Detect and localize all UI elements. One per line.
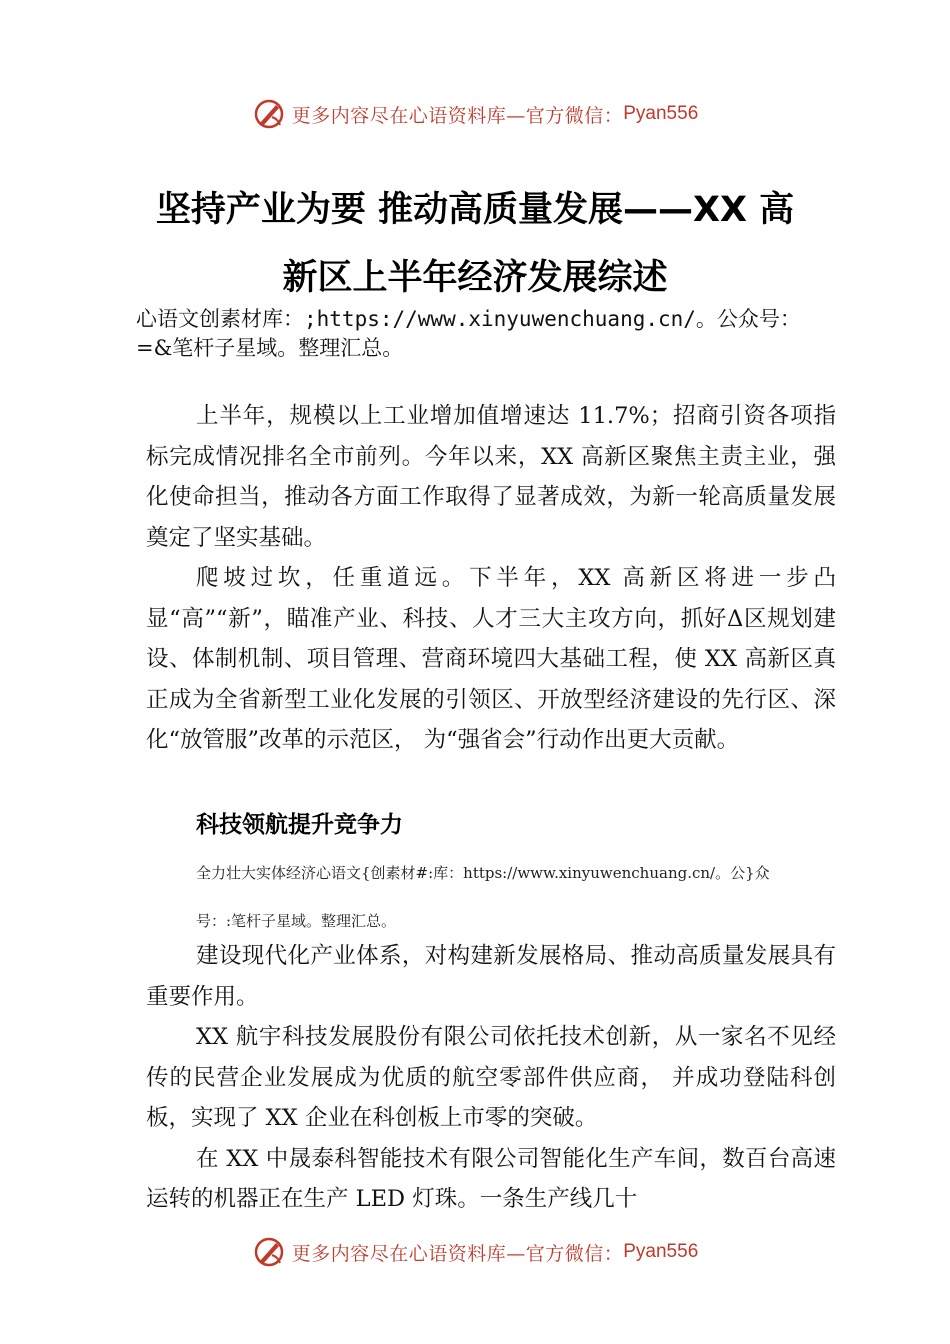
small-note-line-1: 全力壮大实体经济心语文{创素材#:库：https://www.xinyuwenchuang.cn/。公}众: [196, 864, 770, 882]
watermark-banner-top: [0, 94, 950, 134]
paragraph: 爬坡过坎，任重道远。下半年，XX 高新区将进一步凸显“高”“新”，瞄准产业、科技、人才三大主攻方向，抓好Δ区规划建设、体制机制、项目管理、营商环境四大基础工程，使 XX 高新区真正成为全省新型工业化发展的引领区、开放型经济建设的先行区、深化“放管服”改革的示范区， 为“强省会”行动作出更大贡献。: [146, 565, 836, 753]
watermark-banner-bottom: [0, 1232, 950, 1272]
title-line-2: 新区上半年经济发展综述: [282, 258, 668, 298]
section-heading: 科技领航提升竞争力: [196, 812, 403, 838]
paragraph: 建设现代化产业体系，对构建新发展格局、推动高质量发展具有重要作用。: [146, 943, 836, 1010]
paragraph: XX 航宇科技发展股份有限公司依托技术创新，从一家名不见经传的民营企业发展成为优质的航空零部件供应商， 并成功登陆科创板，实现了 XX 企业在科创板上市零的突破。: [146, 1024, 836, 1131]
paragraph-block-section: [146, 936, 836, 1220]
paragraph: 在 XX 中晟泰科智能技术有限公司智能化生产车间，数百台高速运转的机器正在生产 LED 灯珠。一条生产线几十: [146, 1145, 836, 1212]
paragraph: 上半年，规模以上工业增加值增速达 11.7%；招商引资各项指标完成情况排名全市前列。今年以来，XX 高新区聚焦主责主业，强化使命担当，推动各方面工作取得了显著成效，为新一轮高质量发展奠定了坚实基础。: [146, 403, 836, 551]
banner-text: 更多内容尽在心语资料库—官方微信：: [291, 104, 624, 127]
source-line-2: =&笔杆子星域。整理汇总。: [136, 336, 404, 360]
banner-text: 更多内容尽在心语资料库—官方微信：: [291, 1242, 624, 1265]
banner-wechat-id: Pyan556: [623, 103, 699, 124]
small-note-line-2: 号：:笔杆子星域。整理汇总。: [196, 912, 397, 930]
banner-wechat-id: Pyan556: [623, 1241, 699, 1262]
pen-logo-icon: [252, 97, 286, 131]
title-line-1: 坚持产业为要 推动高质量发展——XX 高: [155, 190, 795, 230]
pen-logo-icon: [252, 1235, 286, 1269]
source-line-1: 心语文创素材库：;https://www.xinyuwenchuang.cn/。公众号：: [136, 307, 801, 331]
paragraph-block-intro: [146, 396, 836, 761]
